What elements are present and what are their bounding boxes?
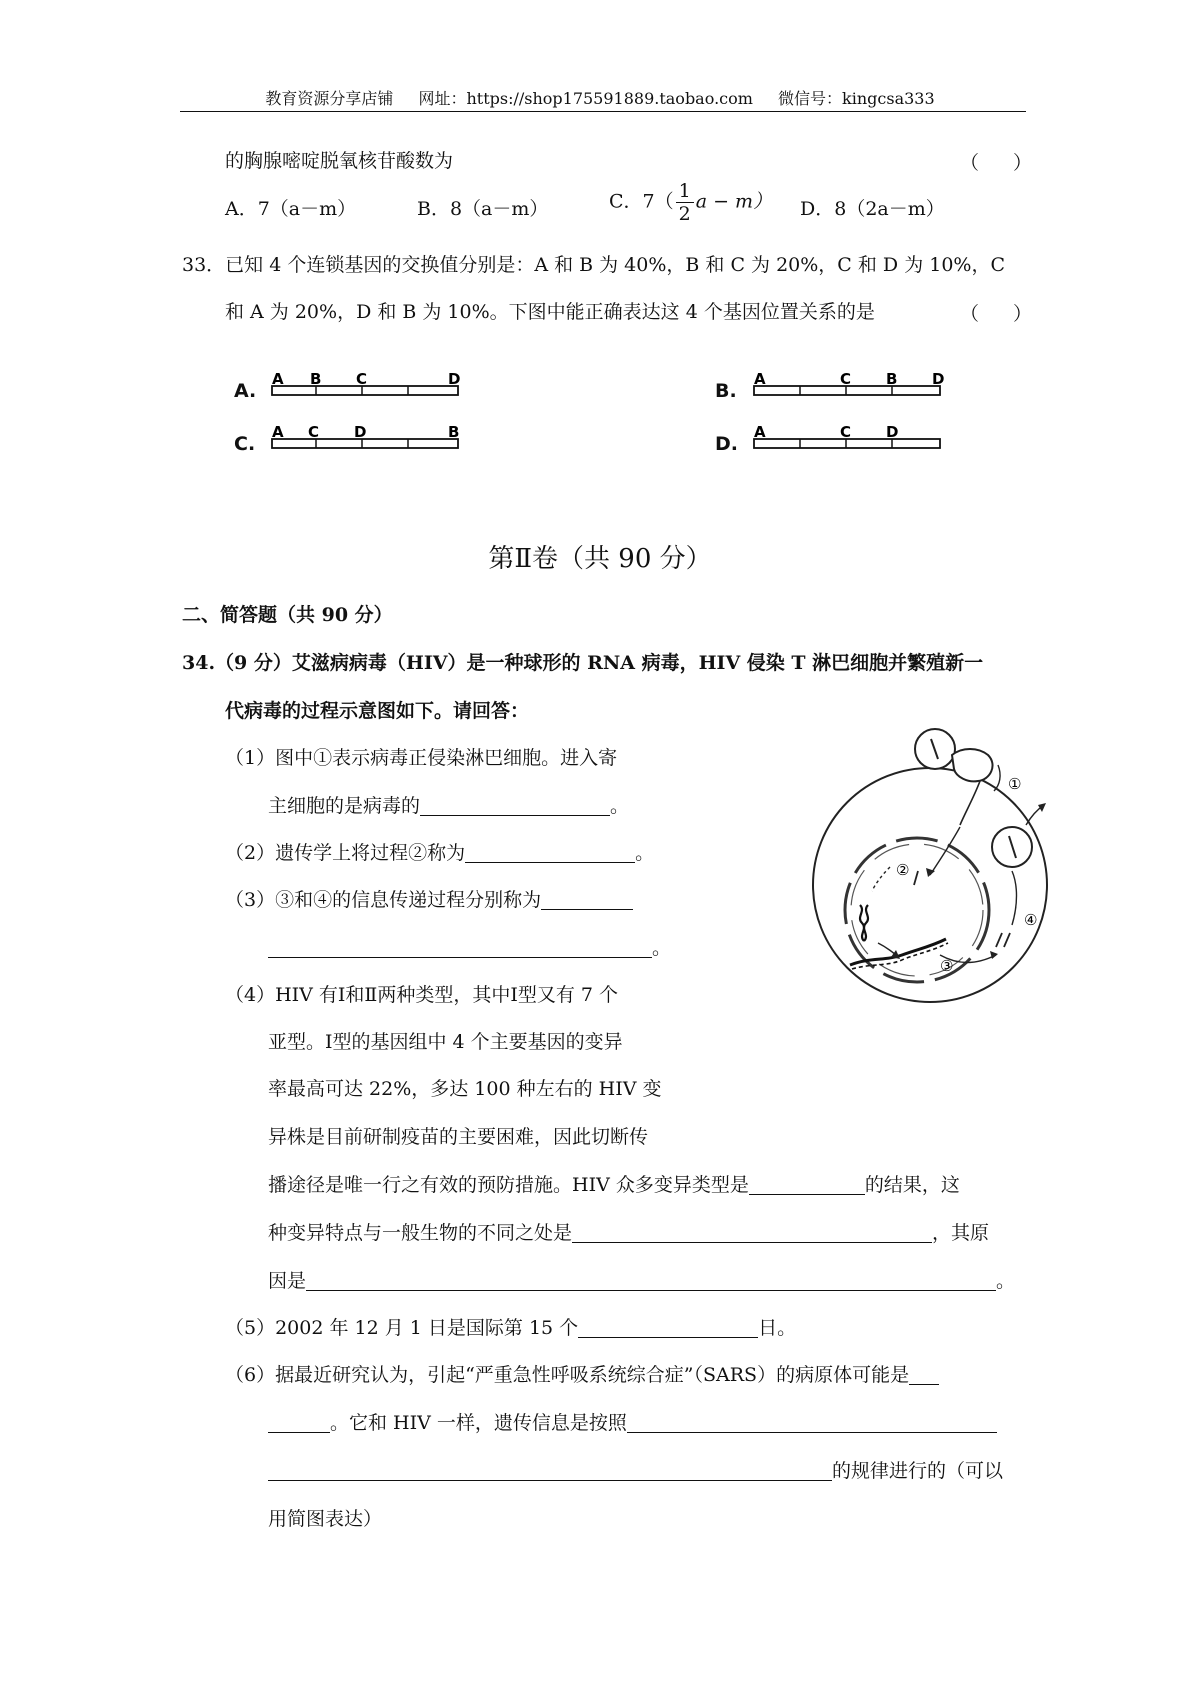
q34-part4-line3: 率最高可达 22%，多达 100 种左右的 HIV 变: [268, 1078, 662, 1100]
step-4-label: ④: [1024, 911, 1038, 929]
answer-blank[interactable]: [749, 1174, 865, 1195]
gene-label: B: [310, 370, 322, 388]
gene-map-a: [270, 370, 470, 410]
gene-label: A: [754, 370, 766, 388]
gene-map-d-label: D.: [715, 433, 738, 455]
gene-label: C: [356, 370, 368, 388]
gene-label: D: [932, 370, 945, 388]
gene-map-c: [270, 423, 470, 463]
q34-part6-line3: 的规律进行的（可以: [268, 1458, 1003, 1484]
part2-title: 第Ⅱ卷（共 90 分）: [488, 544, 712, 574]
answer-blank[interactable]: [306, 1270, 996, 1291]
q34-part2: （2）遗传学上将过程②称为 。: [225, 842, 655, 864]
gene-label: B: [448, 423, 460, 441]
answer-blank[interactable]: [420, 795, 610, 816]
gene-label: A: [754, 423, 766, 441]
answer-blank[interactable]: [268, 937, 652, 958]
q34-part4-line4: 异株是目前研制疫苗的主要困难，因此切断传: [268, 1126, 649, 1148]
gene-label: A: [272, 370, 284, 388]
header-rule: [180, 111, 1026, 112]
gene-map-c-label: C.: [234, 433, 256, 455]
q34-part4-line7: 因是 。: [268, 1270, 1016, 1292]
fraction-half: $\frac{1}{2}$: [676, 180, 694, 225]
gene-label: D: [886, 423, 899, 441]
q34-stem-line1: 34.（9 分）艾滋病病毒（HIV）是一种球形的 RNA 病毒，HIV 侵染 T 淋巴细胞并繁殖新一: [182, 652, 984, 674]
gene-map-b: [752, 370, 952, 410]
q34-part5: （5）2002 年 12 月 1 日是国际第 15 个 日。: [225, 1317, 797, 1339]
hiv-infection-diagram: [790, 725, 1060, 1015]
gene-label: C: [840, 423, 852, 441]
gene-label: D: [354, 423, 367, 441]
header-shop: 教育资源分享店铺: [265, 89, 394, 108]
q34-part6-line2: 。它和 HIV 一样，遗传信息是按照: [268, 1410, 997, 1436]
answer-blank[interactable]: [909, 1364, 939, 1385]
q34-part3-line2: 。: [268, 935, 671, 961]
answer-blank[interactable]: [572, 1222, 932, 1243]
answer-blank[interactable]: [627, 1412, 997, 1433]
q34-part1-line1: （1）图中①表示病毒正侵染淋巴细胞。进入寄: [225, 747, 618, 769]
answer-blank[interactable]: [268, 1412, 330, 1433]
gene-label: C: [840, 370, 852, 388]
gene-label: A: [272, 423, 284, 441]
q34-part1-line2: 主细胞的是病毒的 。: [268, 795, 630, 817]
q34-part4-line5: 播途径是唯一行之有效的预防措施。HIV 众多变异类型是 的结果，这: [268, 1174, 960, 1196]
answer-blank[interactable]: [541, 889, 633, 910]
hiv-virion-icon: [915, 729, 955, 769]
gene-map-d: [752, 423, 952, 463]
q32-option-b: B．8（a－m）: [417, 198, 549, 220]
gene-label: B: [886, 370, 898, 388]
gene-label: C: [308, 423, 320, 441]
q33-stem-line2: 和 A 为 20%，D 和 B 为 10%。下图中能正确表达这 4 个基因位置关系的是: [225, 301, 875, 323]
q33-answer-paren: （ ）: [960, 303, 1033, 325]
new-virion-icon: [992, 827, 1032, 867]
answer-blank[interactable]: [268, 1460, 832, 1481]
q33-stem-line1: 33．已知 4 个连锁基因的交换值分别是：A 和 B 为 40%，B 和 C 为 20%，C 和 D 为 10%，C: [182, 254, 1006, 276]
q32-option-d: D．8（2a－m）: [800, 198, 945, 220]
q34-part3-line1: （3）③和④的信息传递过程分别称为: [225, 887, 633, 913]
q32-answer-paren: （ ）: [960, 152, 1033, 174]
q34-part4-line2: 亚型。Ⅰ型的基因组中 4 个主要基因的变异: [268, 1031, 623, 1053]
q34-stem-line2: 代病毒的过程示意图如下。请回答：: [225, 700, 530, 722]
q34-part4-line1: （4）HIV 有Ⅰ和Ⅱ两种类型，其中Ⅰ型又有 7 个: [225, 984, 619, 1006]
header-wechat: 微信号：kingcsa333: [778, 89, 935, 108]
gene-label: D: [448, 370, 461, 388]
step-3-label: ③: [940, 957, 954, 975]
gene-map-a-label: A.: [234, 380, 257, 402]
q34-part4-line6: 种变异特点与一般生物的不同之处是 ，其原: [268, 1222, 990, 1244]
header-url: 网址：https://shop175591889.taobao.com: [418, 89, 753, 108]
page-header: [0, 86, 1200, 109]
section-heading: 二、简答题（共 90 分）: [182, 604, 393, 626]
answer-blank[interactable]: [465, 842, 635, 863]
q32-option-c: C．7（ $\frac{1}{2}$ a − m）: [609, 180, 773, 225]
step-1-label: ①: [1008, 775, 1022, 793]
gene-map-b-label: B.: [715, 380, 737, 402]
step-2-label: ②: [896, 861, 910, 879]
q32-option-a: A．7（a－m）: [225, 198, 357, 220]
q34-part6-line1: （6）据最近研究认为，引起“严重急性呼吸系统综合症”（SARS）的病原体可能是: [225, 1362, 939, 1388]
answer-blank[interactable]: [578, 1317, 758, 1338]
q34-part6-line4: 用简图表达）: [268, 1508, 383, 1530]
q32-stem-tail: 的胸腺嘧啶脱氧核苷酸数为: [225, 150, 454, 172]
